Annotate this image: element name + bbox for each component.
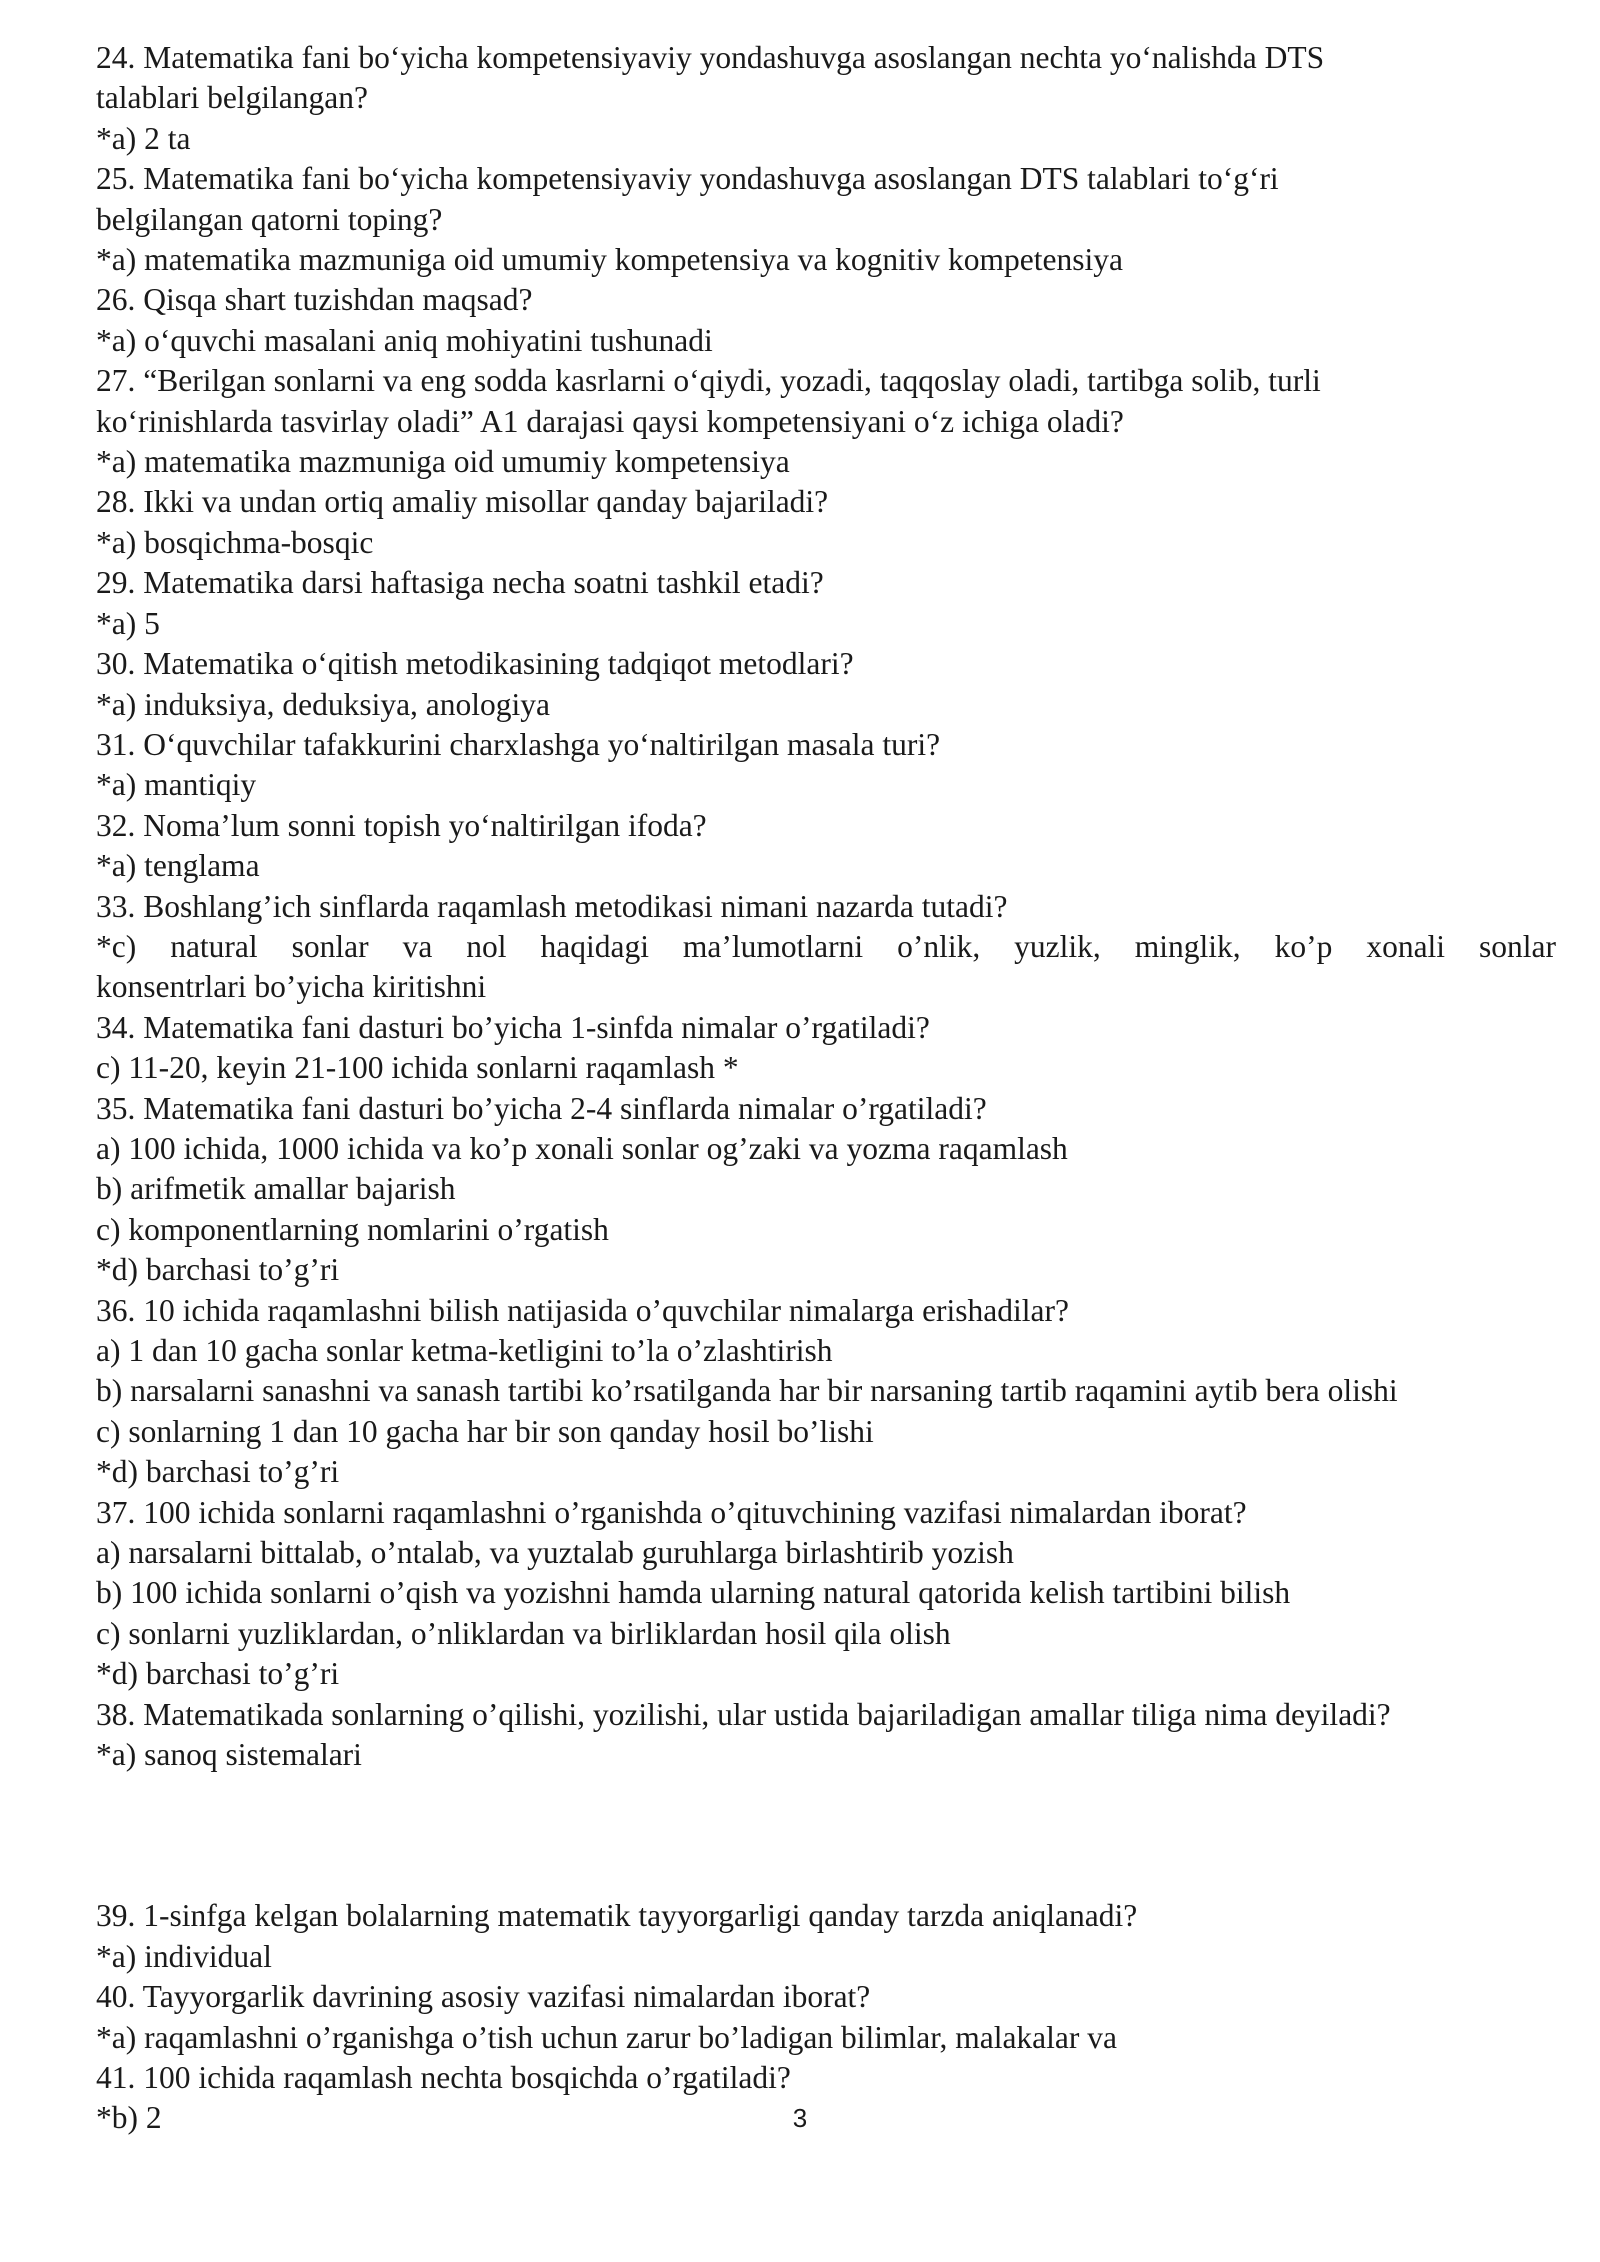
page-number: 3 [792, 2103, 808, 2133]
text-line: *a) matematika mazmuniga oid umumiy kompetensiya va kognitiv kompetensiya [96, 242, 1124, 278]
text-line: *a) 5 [96, 605, 160, 641]
text-line: *d) barchasi to’g’ri [96, 1252, 340, 1288]
text-line: c) sonlarning 1 dan 10 gacha har bir son qanday hosil bo’lishi [96, 1413, 874, 1449]
text-line: *d) barchasi to’g’ri [96, 1656, 340, 1692]
questions-33-38 [96, 967, 1556, 1775]
text-line: *a) o‘quvchi masalani aniq mohiyatini tushunadi [96, 322, 713, 358]
text-line: 34. Matematika fani dasturi bo’yicha 1-sinfda nimalar o’rgatiladi? [96, 1009, 930, 1045]
text-line: 37. 100 ichida sonlarni raqamlashni o’rganishda o’qituvchining vazifasi nimalardan iborat? [96, 1494, 1247, 1530]
text-line: c) 11-20, keyin 21-100 ichida sonlarni raqamlash * [96, 1050, 739, 1086]
text-line: a) narsalarni bittalab, o’ntalab, va yuztalab guruhlarga birlashtirib yozish [96, 1535, 1014, 1571]
text-line: *a) bosqichma-bosqic [96, 524, 374, 560]
text-line: b) narsalarni sanashni va sanash tartibi ko’rsatilganda har bir narsaning tartib raqamini aytib bera olishi [96, 1373, 1398, 1409]
text-line: 28. Ikki va undan ortiq amaliy misollar qanday bajariladi? [96, 484, 829, 520]
text-line: b) 100 ichida sonlarni o’qish va yozishni hamda ularning natural qatorida kelish tartibini bilish [96, 1575, 1291, 1611]
text-line: b) arifmetik amallar bajarish [96, 1171, 456, 1207]
text-line: *a) raqamlashni o’rganishga o’tish uchun zarur bo’ladigan bilimlar, malakalar va [96, 2019, 1117, 2055]
text-line: 31. O‘quvchilar tafakkurini charxlashga yo‘naltirilgan masala turi? [96, 726, 941, 762]
text-line: 36. 10 ichida raqamlashni bilish natijasida o’quvchilar nimalarga erishadilar? [96, 1292, 1069, 1328]
text-line: *a) 2 ta [96, 120, 191, 156]
text-line: 26. Qisqa shart tuzishdan maqsad? [96, 282, 533, 318]
blank-gap [96, 1775, 1556, 1896]
text-line: 25. Matematika fani bo‘yicha kompetensiyaviy yondashuvga asoslangan DTS talablari to‘g‘ri [96, 161, 1279, 197]
text-line: 24. Matematika fani bo‘yicha kompetensiyaviy yondashuvga asoslangan nechta yo‘nalishda DTS [96, 40, 1325, 75]
text-line: ko‘rinishlarda tasvirlay oladi” A1 darajasi qaysi kompetensiyani o‘z ichiga oladi? [96, 403, 1124, 439]
document-page [96, 38, 1556, 2139]
text-line: *a) mantiqiy [96, 767, 257, 803]
text-line: 32. Noma’lum sonni topish yo‘naltirilgan ifoda? [96, 807, 707, 843]
text-line: *b) 2 [96, 2100, 162, 2136]
text-line: 39. 1-sinfga kelgan bolalarning matematik tayyorgarligi qanday tarzda aniqlanadi? [96, 1898, 1138, 1934]
text-line: 33. Boshlang’ich sinflarda raqamlash metodikasi nimani nazarda tutadi? [96, 888, 1008, 924]
questions-24-33 [96, 38, 1556, 927]
text-line: *a) sanoq sistemalari [96, 1737, 362, 1773]
text-line: 40. Tayyorgarlik davrining asosiy vazifasi nimalardan iborat? [96, 1979, 871, 2015]
text-line: 38. Matematikada sonlarning o’qilishi, yozilishi, ular ustida bajariladigan amallar tiliga nima deyiladi? [96, 1696, 1391, 1732]
text-line: c) komponentlarning nomlarini o’rgatish [96, 1211, 609, 1247]
text-line: 27. “Berilgan sonlarni va eng sodda kasrlarni o‘qiydi, yozadi, taqqoslay oladi, tartibga solib, turli [96, 363, 1321, 399]
text-line: konsentrlari bo’yicha kiritishni [96, 969, 487, 1005]
text-line: *a) tenglama [96, 848, 260, 884]
text-line: *a) induksiya, deduksiya, anologiya [96, 686, 551, 722]
text-line: 29. Matematika darsi haftasiga necha soatni tashkil etadi? [96, 565, 824, 601]
text-line: talablari belgilangan? [96, 80, 368, 116]
text-line: 35. Matematika fani dasturi bo’yicha 2-4 sinflarda nimalar o’rgatiladi? [96, 1090, 987, 1126]
answer-33-line: *c) natural sonlar va nol haqidagi ma’lumotlarni o’nlik, yuzlik, minglik, ko’p xonali sonlar [96, 928, 1556, 964]
text-line: belgilangan qatorni toping? [96, 201, 443, 237]
text-line: *a) individual [96, 1938, 272, 1974]
text-line: 30. Matematika o‘qitish metodikasining tadqiqot metodlari? [96, 646, 854, 682]
text-line: c) sonlarni yuzliklardan, o’nliklardan va birliklardan hosil qila olish [96, 1615, 951, 1651]
text-line: a) 1 dan 10 gacha sonlar ketma-ketligini to’la o’zlashtirish [96, 1332, 833, 1368]
text-line: 41. 100 ichida raqamlash nechta bosqichda o’rgatiladi? [96, 2060, 791, 2096]
text-line: a) 100 ichida, 1000 ichida va ko’p xonali sonlar og’zaki va yozma raqamlash [96, 1130, 1068, 1166]
text-line: *a) matematika mazmuniga oid umumiy kompetensiya [96, 444, 790, 480]
text-line: *d) barchasi to’g’ri [96, 1454, 340, 1490]
